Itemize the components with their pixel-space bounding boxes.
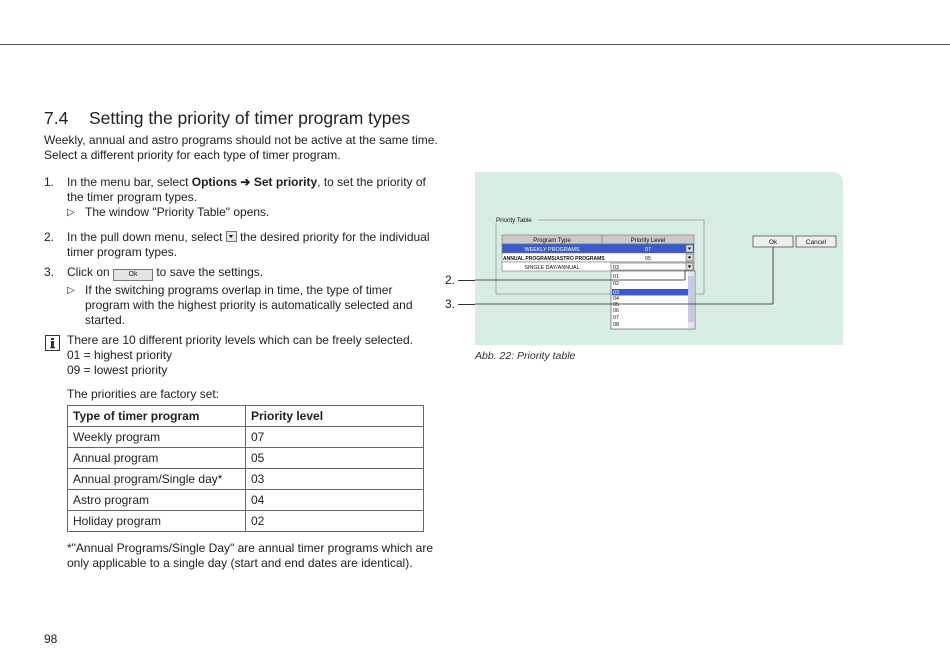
table-cell: 04 [246, 490, 424, 511]
dropdown-option[interactable]: 07 [613, 315, 619, 321]
step-body [67, 265, 439, 281]
section-number: 7.4 [44, 108, 69, 128]
result-triangle-icon: ▷ [67, 285, 75, 296]
ok-button-illustration: Ok [113, 269, 153, 281]
menu-options: Options [191, 175, 238, 189]
step-text: Click on [67, 265, 114, 279]
cancel-button-label: Cancel [805, 239, 827, 246]
step-2 [44, 230, 439, 260]
table-header: Type of timer program [68, 406, 246, 427]
dropdown-option[interactable]: 04 [613, 296, 619, 302]
dropdown-option[interactable]: 06 [613, 308, 619, 314]
table-header-row [68, 406, 424, 427]
table-row [68, 469, 424, 490]
table-cell: 03 [246, 469, 424, 490]
step-text: , to set the priority of the timer program types. [67, 175, 426, 204]
table-row [68, 511, 424, 532]
callout-2: 2. [445, 273, 456, 287]
table-row [68, 427, 424, 448]
row-level: 07 [645, 247, 651, 253]
info-line: 09 = lowest priority [67, 363, 168, 377]
callout-line-3-ext [458, 304, 475, 305]
ok-button-label: Ok [768, 239, 778, 246]
table-row [68, 490, 424, 511]
step-text: In the menu bar, select [67, 175, 192, 189]
factory-text: The priorities are factory set: [67, 387, 220, 401]
row-level: 05 [645, 256, 651, 262]
callout-3: 3. [445, 297, 456, 311]
step-3 [44, 265, 439, 328]
result-text: If the switching programs overlap in time, the type of timer program with the highest priority is automatically selected and started. [85, 283, 413, 327]
priority-select[interactable] [611, 263, 693, 270]
table-cell: Weekly program [68, 427, 246, 448]
table-cell: 02 [246, 511, 424, 532]
section-title [44, 108, 410, 129]
group-label: Priority Table [496, 217, 532, 224]
menu-set-priority: Set priority [253, 175, 318, 189]
page-number: 98 [44, 632, 58, 646]
table-cell: Annual program/Single day* [68, 469, 246, 490]
dropdown-option[interactable]: 01 [613, 274, 619, 280]
step-text: the desired priority for the individual timer program types. [67, 230, 430, 259]
dropdown-option[interactable]: 02 [613, 281, 619, 287]
table-row [68, 448, 424, 469]
priority-table [67, 405, 424, 532]
priority-table-screenshot [475, 172, 843, 345]
result-triangle-icon: ▷ [67, 207, 75, 218]
step-number: 2. [44, 230, 55, 244]
figure-panel [475, 172, 843, 345]
priority-select-value: 03 [613, 265, 619, 271]
table-header: Priority level [246, 406, 424, 427]
scrollbar-thumb[interactable] [688, 276, 694, 322]
footnote: *"Annual Programs/Single Day" are annual timer programs which are only applicable to a single day (start and end dates are identical). [67, 541, 434, 570]
step-number: 1. [44, 175, 55, 189]
table-cell: Holiday program [68, 511, 246, 532]
dropdown-option[interactable]: 08 [613, 322, 619, 328]
column-header-program-type: Program Type [533, 238, 571, 244]
info-line: 01 = highest priority [67, 348, 173, 362]
row-type: WEEKLY PROGRAMS [524, 247, 580, 253]
step-number: 3. [44, 265, 55, 279]
dropdown-arrow-icon [226, 231, 237, 242]
step-result [67, 283, 439, 328]
table-cell: 07 [246, 427, 424, 448]
callout-line-2-ext [458, 280, 475, 281]
table-cell: Annual program [68, 448, 246, 469]
step-text: to save the settings. [153, 265, 264, 279]
step-text: In the pull down menu, select [67, 230, 226, 244]
section-title-text: Setting the priority of timer program types [89, 108, 410, 128]
menu-arrow: ➔ [237, 175, 254, 189]
table-cell: Astro program [68, 490, 246, 511]
header-rule [0, 44, 950, 45]
step-1 [44, 175, 439, 220]
intro-paragraph: Weekly, annual and astro programs should not be active at the same time. Select a different priority for each type of timer program. [44, 133, 438, 162]
step-body [67, 175, 439, 205]
figure-caption: Abb. 22: Priority table [475, 350, 576, 362]
step-body [67, 230, 439, 260]
column-header-priority-level: Priority Level [630, 238, 666, 244]
table-cell: 05 [246, 448, 424, 469]
dropdown-highlight [612, 289, 688, 296]
info-icon [45, 335, 60, 351]
row-type: ANNUAL PROGRAMS/ASTRO PROGRAMS [503, 256, 605, 262]
info-note [67, 333, 413, 378]
dropdown-option[interactable]: 05 [613, 302, 619, 308]
info-line: There are 10 different priority levels which can be freely selected. [67, 333, 413, 347]
step-result [67, 205, 439, 220]
result-text: The window "Priority Table" opens. [85, 205, 270, 219]
dropdown-option-selected[interactable]: 03 [613, 290, 619, 296]
row-type: SINGLE DAY/ANNUAL [524, 265, 580, 271]
